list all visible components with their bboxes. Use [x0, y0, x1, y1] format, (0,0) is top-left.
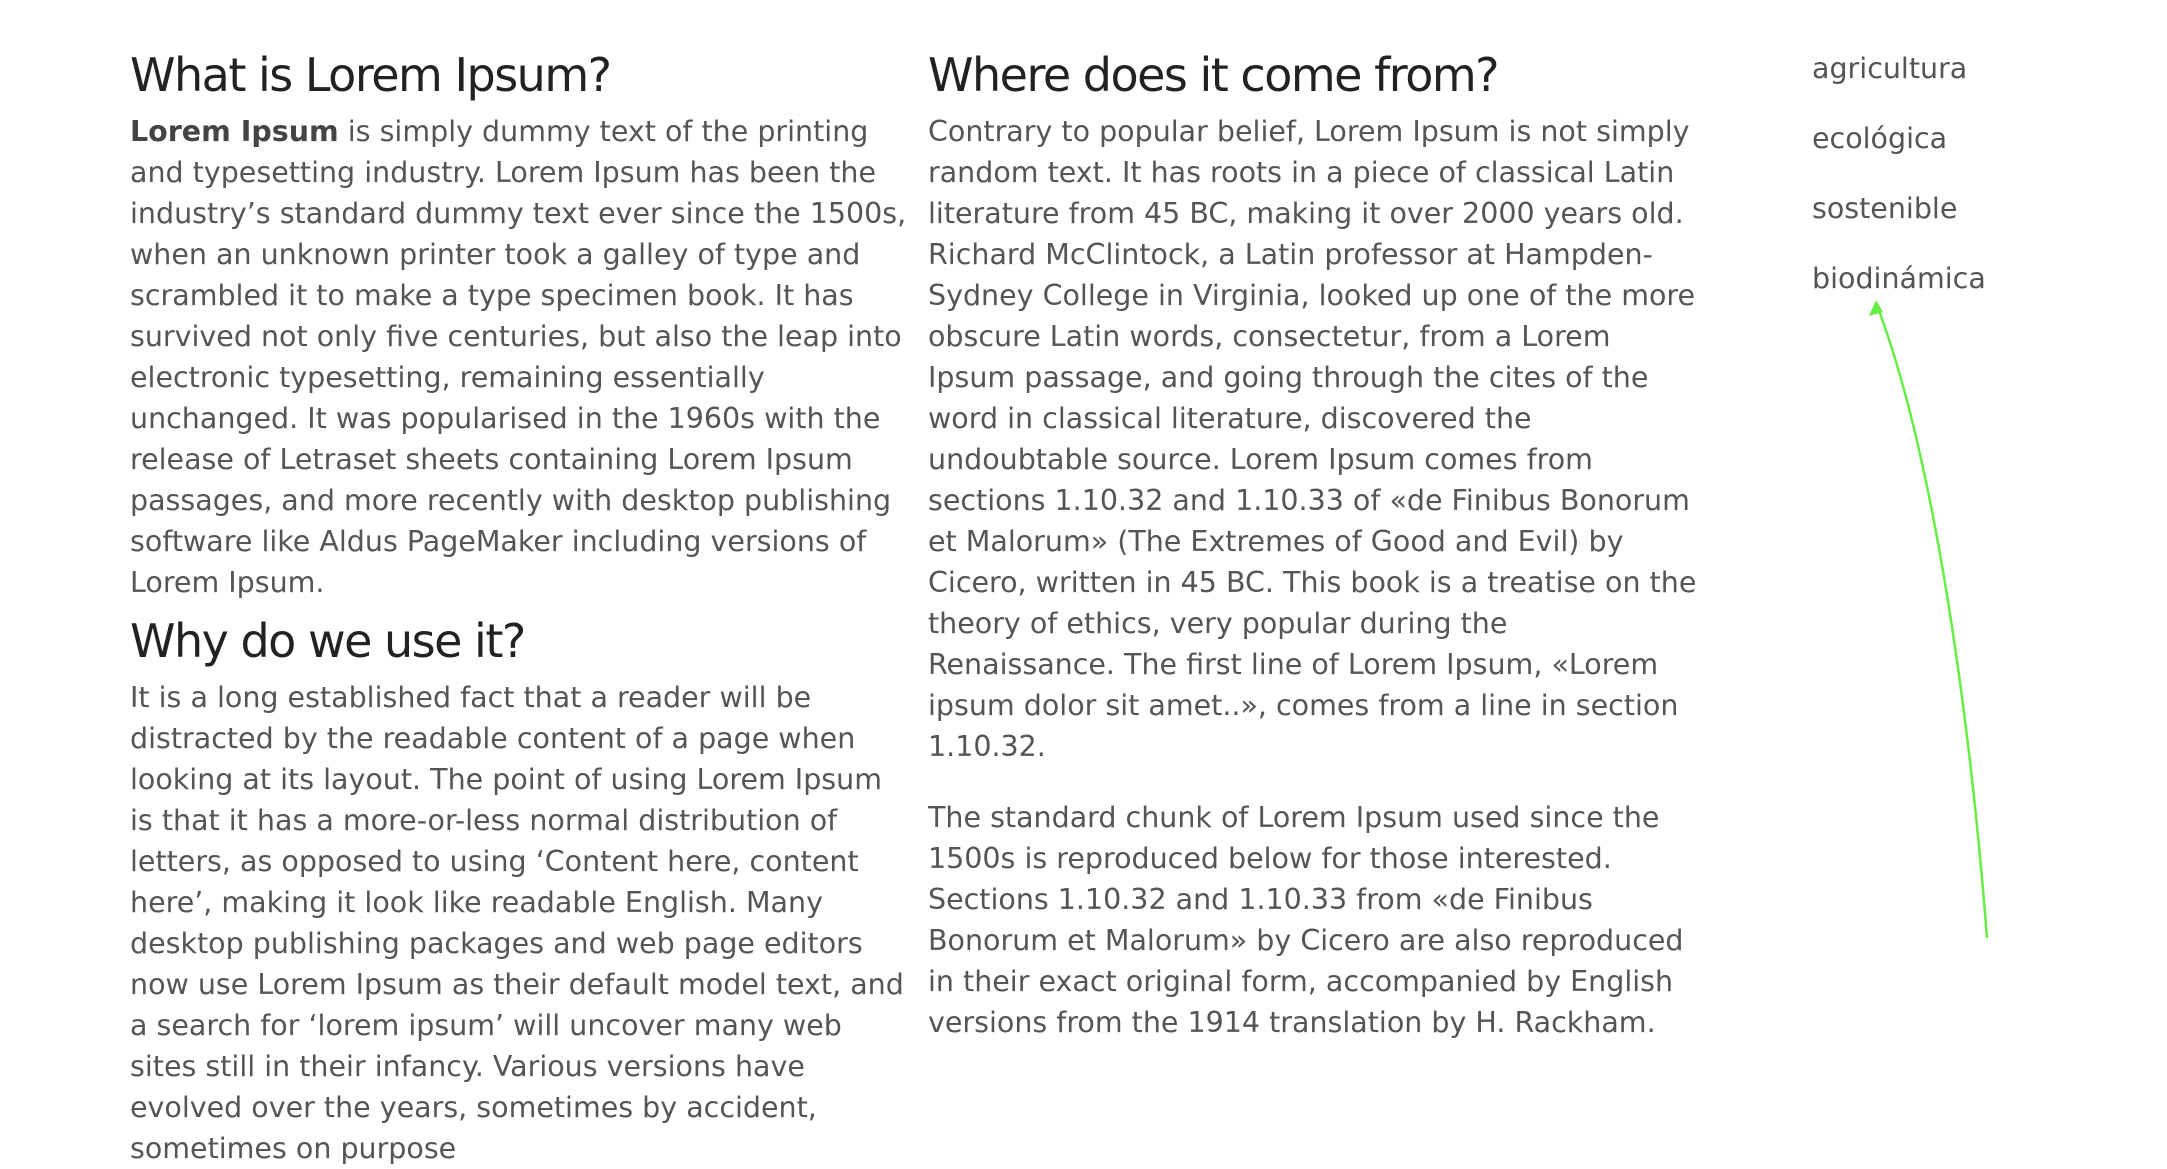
- section-paragraph-origin: Contrary to popular belief, Lorem Ipsum is not simply random text. It has roots in a piece of classical Latin literature from 45 BC, making it over 2000 years old. Richard McClintock, a Latin professor at Hampden-Sydney College in Virginia, looked up one of the more obscure Latin words, consectetur, from a Lorem Ipsum passage, and going through the cites of the word in classical literature, discovered the undoubtable source. Lorem Ipsum comes from sections 1.10.32 and 1.10.33 of «de Finibus Bonorum et Malorum» (The Extremes of Good and Evil) by Cicero, written in 45 BC. This book is a treatise on the theory of ethics, very popular during the Renaissance. The first line of Lorem Ipsum, «Lorem ipsum dolor sit amet..», comes from a line in section 1.10.32.: [928, 115, 1697, 763]
- middle-column: [928, 0, 1698, 1043]
- section-title-why-use-it: Why do we use it?: [130, 614, 525, 668]
- tag-sidebar: [1812, 0, 2132, 328]
- arrow-shaft: [1878, 308, 1987, 938]
- section-paragraph-why-use-it: It is a long established fact that a reader will be distracted by the readable content of a page when looking at its layout. The point of using Lorem Ipsum is that it has a more-or-less normal distribution of letters, as opposed to using ‘Content here, content here’, making it look like readable English. Many desktop publishing packages and web page editors now use Lorem Ipsum as their default model text, and a search for ‘lorem ipsum’ will uncover many web sites still in their infancy. Various versions have evolved over the years, sometimes by accident, sometimes on purpose: [130, 681, 904, 1165]
- tag-link-sostenible[interactable]: sostenible: [1812, 192, 1958, 225]
- section-paragraph-what-is-lorem-ipsum: [130, 111, 910, 603]
- left-column: [130, 0, 910, 1169]
- section-paragraph-standard-chunk: The standard chunk of Lorem Ipsum used since the 1500s is reproduced below for those interested. Sections 1.10.32 and 1.10.33 from «de Finibus Bonorum et Malorum» by Cicero are also reproduced in their exact original form, accompanied by English versions from the 1914 translation by H. Rackham.: [928, 801, 1684, 1039]
- tag-list: [1812, 48, 2132, 299]
- section-title-where-does-it-come-from: Where does it come from?: [928, 48, 1499, 102]
- tag-link-agricultura[interactable]: agricultura: [1812, 52, 1968, 85]
- tag-link-ecologica[interactable]: ecológica: [1812, 122, 1948, 155]
- section-title-what-is-lorem-ipsum: What is Lorem Ipsum?: [130, 48, 611, 102]
- paragraph-body-text: is simply dummy text of the printing and typesetting industry. Lorem Ipsum has been the industry’s standard dummy text ever since the 1500s, when an unknown printer took a galley of type and scrambled it to make a type specimen book. It has survived not only five centuries, but also the leap into electronic typesetting, remaining essentially unchanged. It was popularised in the 1960s with the release of Letraset sheets containing Lorem Ipsum passages, and more recently with desktop publishing software like Aldus PageMaker including versions of Lorem Ipsum.: [130, 115, 907, 599]
- tag-link-biodinamica[interactable]: biodinámica: [1812, 262, 1986, 295]
- lead-bold-text: Lorem Ipsum: [130, 115, 339, 148]
